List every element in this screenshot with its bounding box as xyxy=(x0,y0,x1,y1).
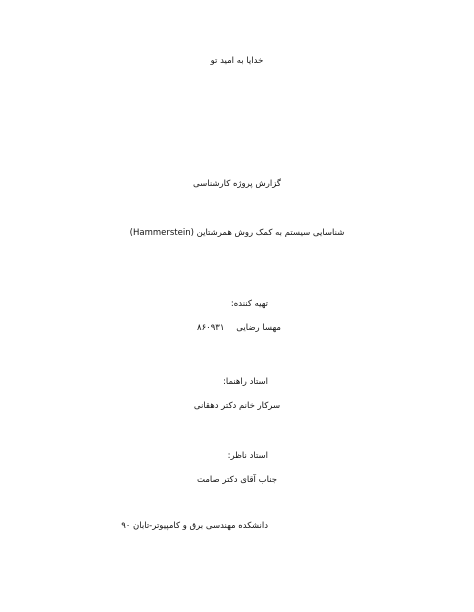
prepared-by-label: تهیه کننده: xyxy=(230,299,268,309)
author-id: ۸۶۰۹۳۱ xyxy=(197,323,225,333)
faculty-line: دانشکده مهندسی برق و کامپیوتر-تابان ۹۰ xyxy=(121,521,268,531)
supervisor-label: استاد راهنما: xyxy=(222,377,268,387)
examiner-label: استاد ناظر: xyxy=(227,451,268,461)
project-title: شناسایی سیستم به کمک روش همرشتاین (Hammerstein) xyxy=(129,228,345,238)
examiner-name: جناب آقای دکتر صامت xyxy=(197,475,277,485)
invocation-line: خدایا به امید تو xyxy=(210,56,264,66)
supervisor-name: سرکار خانم دکتر دهقانی xyxy=(193,401,281,411)
report-type-heading: گزارش پروژه کارشناسی xyxy=(193,179,281,189)
author-name: مهسا رضایی xyxy=(236,323,281,333)
